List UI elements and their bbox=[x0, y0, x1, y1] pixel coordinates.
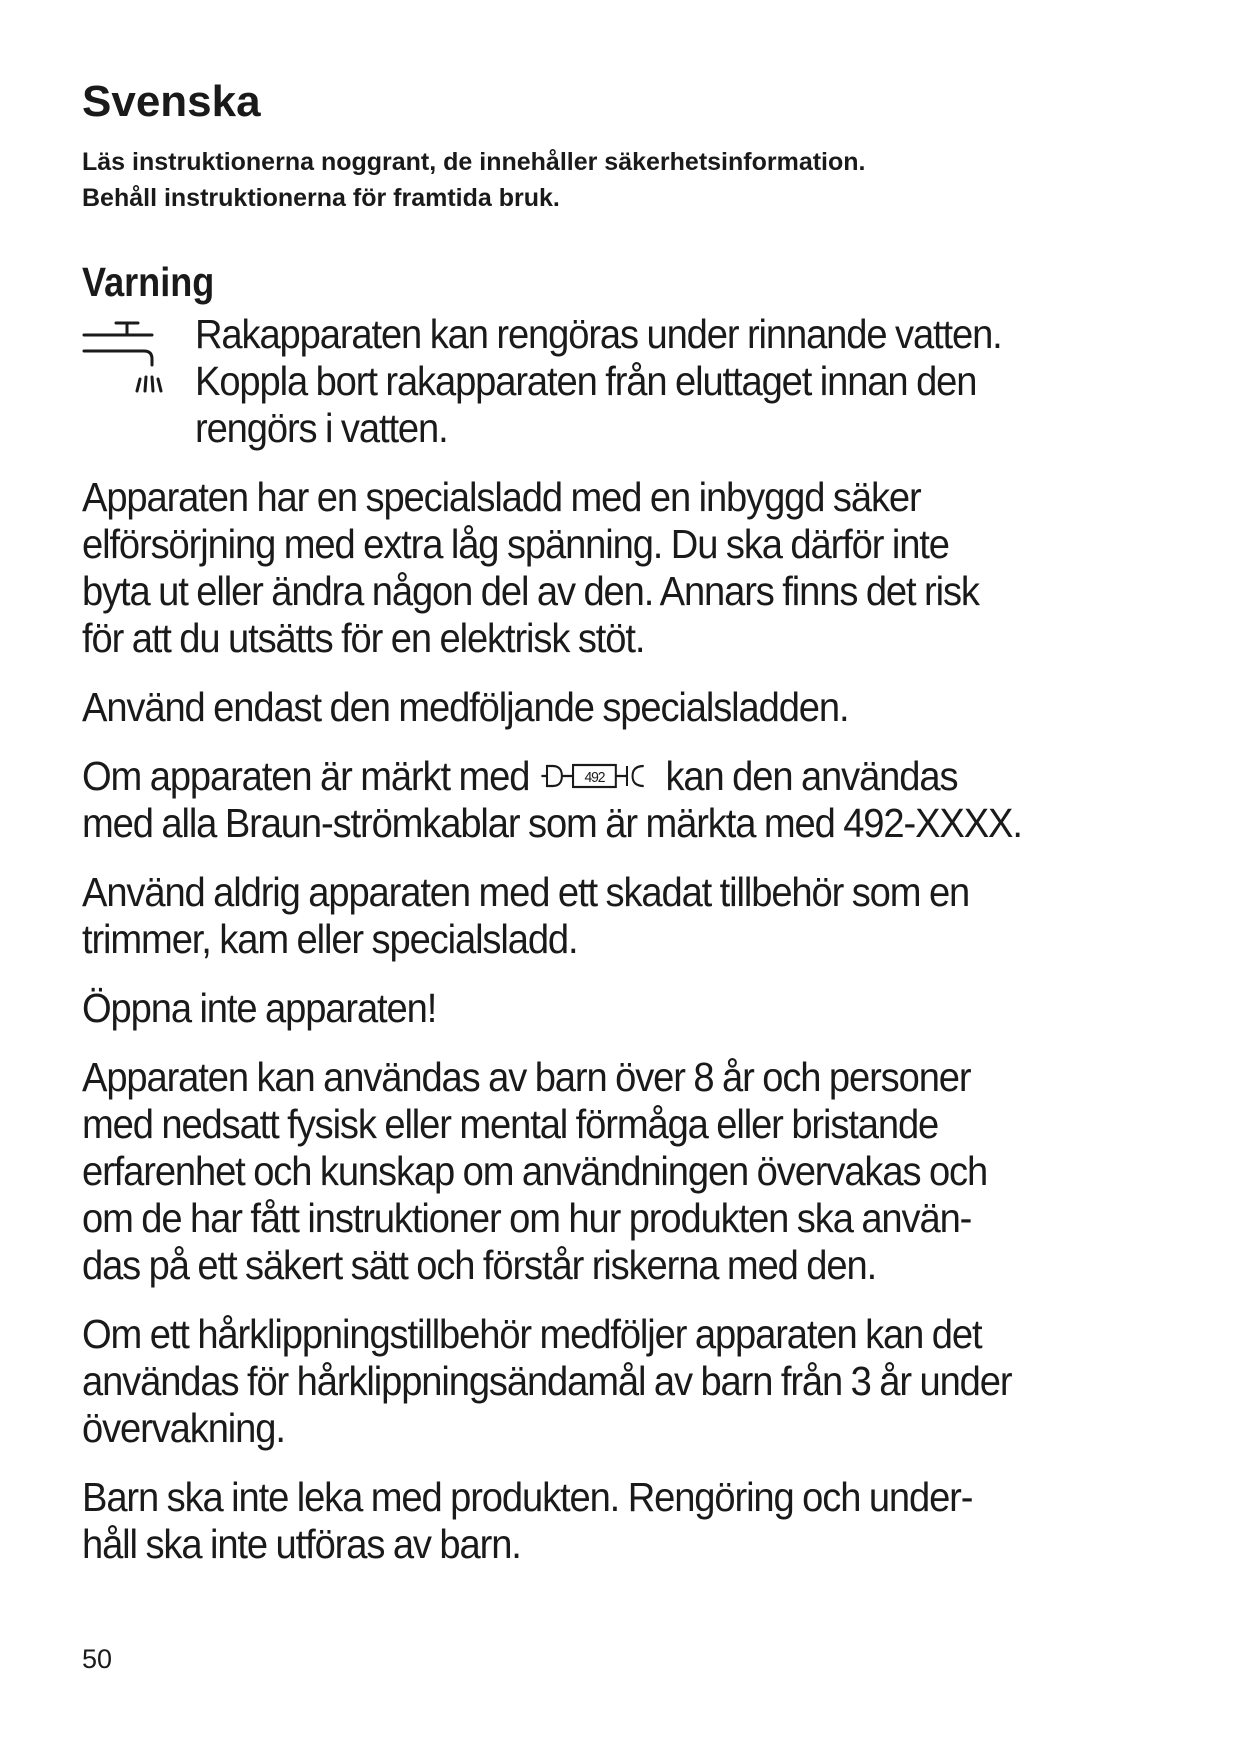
warning-heading: Varning bbox=[82, 259, 215, 306]
paragraph-line: byta ut eller ändra någon del av den. Annars finns det risk bbox=[82, 568, 979, 615]
paragraph-fragment: Om apparaten är märkt med bbox=[82, 753, 530, 800]
paragraph-use-cord bbox=[82, 684, 1086, 731]
paragraph-children-usage bbox=[82, 1054, 1086, 1289]
paragraph-do-not-open bbox=[82, 985, 1086, 1032]
paragraph-line: Apparaten har en specialsladd med en inbyggd säker bbox=[82, 474, 921, 521]
paragraph-line: Barn ska inte leka med produkten. Rengöring och under- bbox=[82, 1474, 973, 1521]
paragraph-line: Använd endast den medföljande specialsladden. bbox=[82, 684, 849, 731]
intro-line: Behåll instruktionerna för framtida bruk. bbox=[82, 184, 560, 213]
paragraph-line: Om ett hårklippningstillbehör medföljer apparaten kan det bbox=[82, 1311, 982, 1358]
paragraph-line: Använd aldrig apparaten med ett skadat tillbehör som en bbox=[82, 869, 970, 916]
intro-line: Läs instruktionerna noggrant, de innehåller säkerhetsinformation. bbox=[82, 148, 866, 177]
warning-line: Rakapparaten kan rengöras under rinnande vatten. bbox=[195, 311, 1002, 358]
paragraph-line bbox=[82, 753, 1086, 800]
warning-line: rengörs i vatten. bbox=[195, 405, 448, 452]
running-water-tap-icon bbox=[82, 319, 168, 399]
paragraph-line: användas för hårklippningsändamål av barn från 3 år under bbox=[82, 1358, 1012, 1405]
paragraph-line: elförsörjning med extra låg spänning. Du ska därför inte bbox=[82, 521, 949, 568]
paragraph-damaged-accessory bbox=[82, 869, 1086, 963]
warning-line: Koppla bort rakapparaten från eluttaget innan den bbox=[195, 358, 977, 405]
paragraph-line: håll ska inte utföras av barn. bbox=[82, 1521, 521, 1568]
cord-code-label: 492 bbox=[584, 770, 605, 787]
paragraph-cord-compatibility bbox=[82, 753, 1086, 847]
paragraph-fragment: kan den användas bbox=[665, 753, 958, 800]
paragraph-line: Öppna inte apparaten! bbox=[82, 985, 437, 1032]
power-cord-492-icon bbox=[540, 760, 655, 792]
intro-text bbox=[82, 144, 1162, 216]
paragraph-children-play bbox=[82, 1474, 1086, 1568]
page-title: Svenska bbox=[82, 77, 261, 126]
page-number: 50 bbox=[82, 1644, 113, 1674]
paragraph-hair-clipping bbox=[82, 1311, 1086, 1452]
paragraph-line: om de har fått instruktioner om hur produkten ska använ- bbox=[82, 1195, 972, 1242]
paragraph-line: övervakning. bbox=[82, 1405, 285, 1452]
paragraph-line: das på ett säkert sätt och förstår riskerna med den. bbox=[82, 1242, 877, 1289]
paragraph-line: för att du utsätts för en elektrisk stöt. bbox=[82, 615, 645, 662]
paragraph-line: med nedsatt fysisk eller mental förmåga eller bristande bbox=[82, 1101, 939, 1148]
paragraph-line: med alla Braun-strömkablar som är märkta med 492-XXXX. bbox=[82, 800, 1022, 847]
paragraph-line: Apparaten kan användas av barn över 8 år och personer bbox=[82, 1054, 971, 1101]
warning-block bbox=[82, 311, 1162, 452]
warning-text bbox=[195, 311, 1094, 452]
paragraph-line: erfarenhet och kunskap om användningen övervakas och bbox=[82, 1148, 988, 1195]
paragraph-line: trimmer, kam eller specialsladd. bbox=[82, 916, 578, 963]
paragraph-safety-cord bbox=[82, 474, 1086, 662]
manual-page bbox=[82, 78, 1162, 1590]
